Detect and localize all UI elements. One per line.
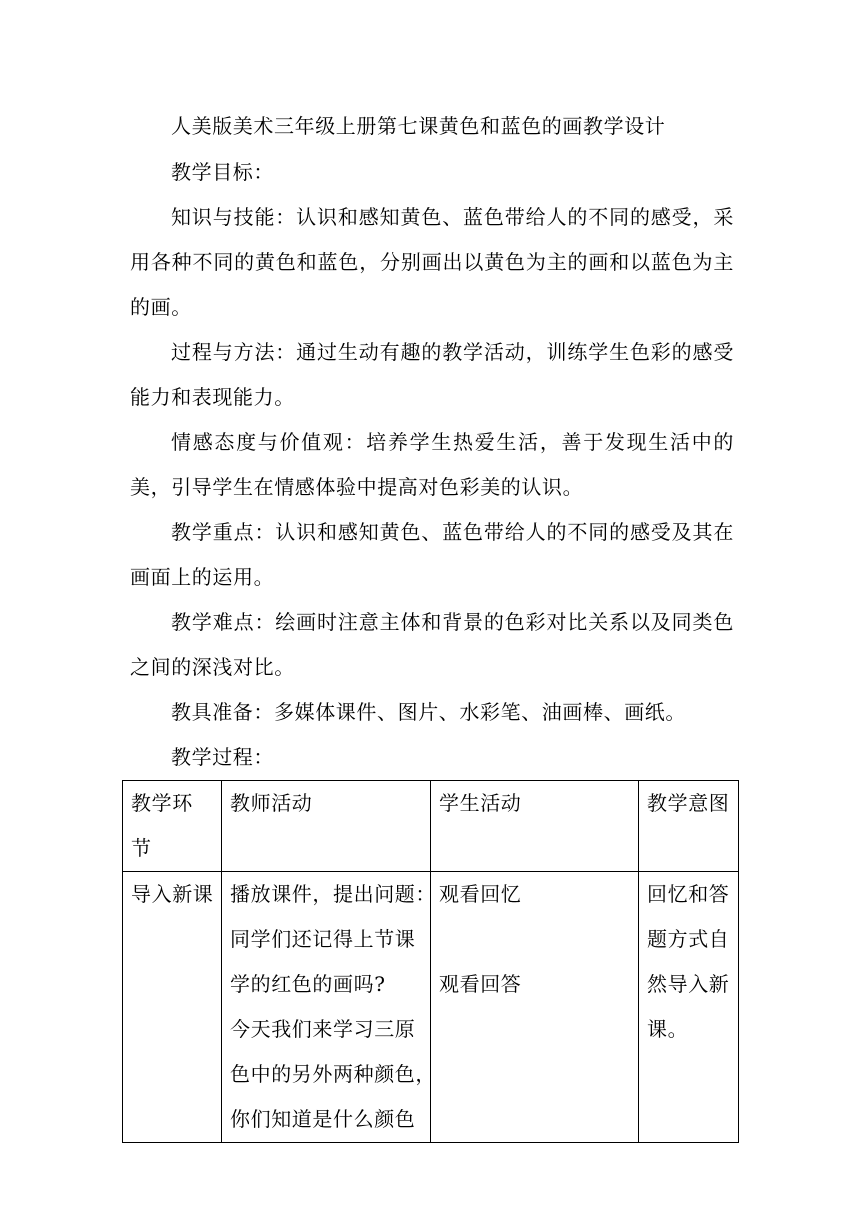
cell-teacher-activity xyxy=(222,872,436,1143)
process-heading: 教学过程： xyxy=(171,745,274,769)
teacher-line: 学的红色的画吗? xyxy=(230,972,386,996)
table-row xyxy=(123,872,739,1143)
teacher-line: 同学们还记得上节课 xyxy=(230,927,416,951)
student-line: 观看回答 xyxy=(439,972,522,996)
table-header-row xyxy=(123,781,739,872)
emotion-values-paragraph: 情感态度与价值观：培养学生热爱生活，善于发现生活中的美，引导学生在情感体验中提高对色彩美的认识。 xyxy=(130,430,734,499)
stage-text: 导入新课 xyxy=(131,882,214,906)
key-point-paragraph: 教学重点：认识和感知黄色、蓝色带给人的不同的感受及其在画面上的运用。 xyxy=(130,520,734,589)
header-stage: 教学环节 xyxy=(123,781,222,872)
teacher-line: 今天我们来学习三原 xyxy=(230,1017,416,1041)
blank-line xyxy=(439,917,630,962)
intent-line: 题方式自 xyxy=(647,927,730,951)
cell-stage xyxy=(123,872,222,1143)
cell-intent xyxy=(639,872,739,1143)
objectives-heading: 教学目标： xyxy=(171,160,274,184)
intent-line: 然导入新 xyxy=(647,972,730,996)
header-intent: 教学意图 xyxy=(639,781,739,872)
intent-line: 回忆和答 xyxy=(647,882,730,906)
teacher-line: 播放课件，提出问题： xyxy=(230,882,436,906)
document-title: 人美版美术三年级上册第七课黄色和蓝色的画教学设计 xyxy=(171,114,666,138)
materials-paragraph: 教具准备：多媒体课件、图片、水彩笔、油画棒、画纸。 xyxy=(171,700,686,724)
teaching-process-table xyxy=(122,780,739,1143)
student-line: 观看回忆 xyxy=(439,882,522,906)
knowledge-skills-paragraph: 知识与技能：认识和感知黄色、蓝色带给人的不同的感受，采用各种不同的黄色和蓝色，分别画出以黄色为主的画和以蓝色为主的画。 xyxy=(130,205,734,319)
difficulty-paragraph: 教学难点：绘画时注意主体和背景的色彩对比关系以及同类色之间的深浅对比。 xyxy=(130,610,734,679)
process-methods-paragraph: 过程与方法：通过生动有趣的教学活动，训练学生色彩的感受能力和表现能力。 xyxy=(130,340,734,409)
header-teacher-activity: 教师活动 xyxy=(222,781,431,872)
header-student-activity: 学生活动 xyxy=(431,781,639,872)
teacher-line: 你们知道是什么颜色 xyxy=(230,1107,416,1131)
intent-line: 课。 xyxy=(647,1017,689,1041)
cell-student-activity xyxy=(431,872,639,1143)
teacher-line: 色中的另外两种颜色， xyxy=(230,1062,436,1086)
